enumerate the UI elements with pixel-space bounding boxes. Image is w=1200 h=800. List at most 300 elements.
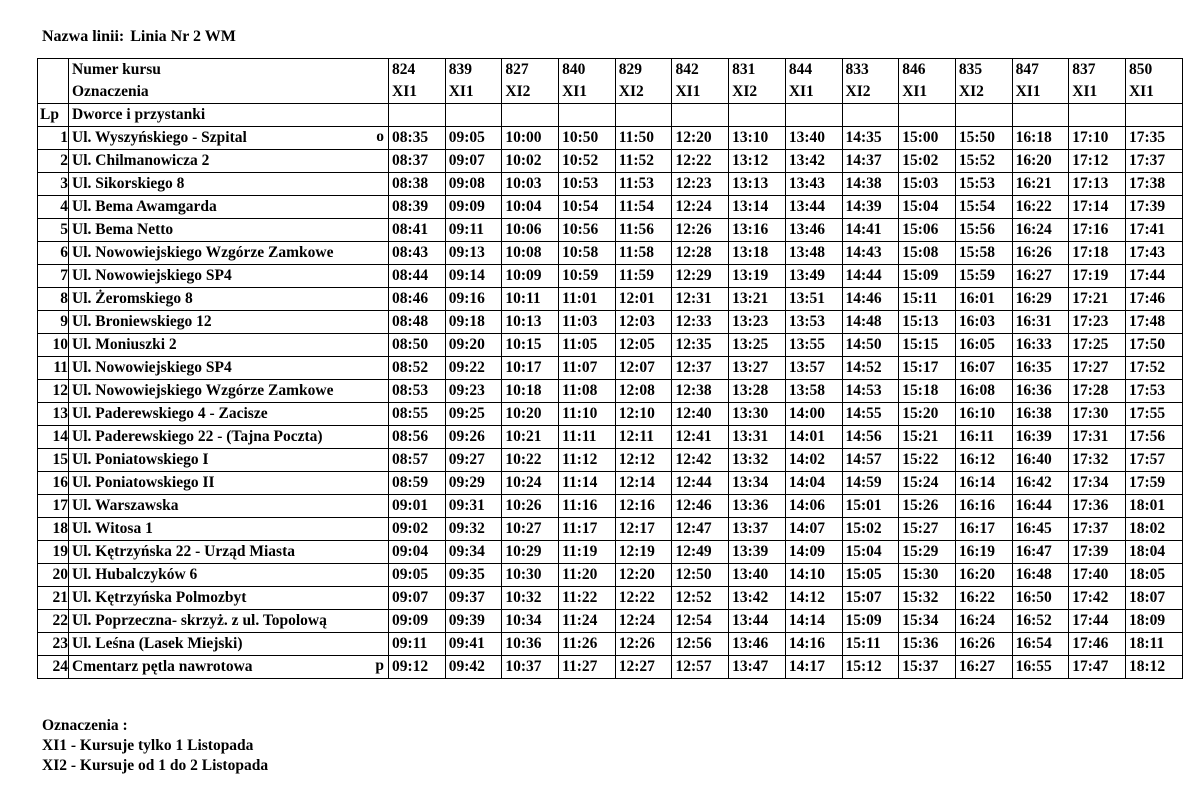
departure-time: 12:24 [615,610,672,633]
departure-time: 14:48 [842,311,899,334]
departure-time: 12:27 [615,656,672,679]
table-row [38,656,1183,679]
departure-time: 09:20 [445,334,502,357]
departure-time: 15:09 [899,265,956,288]
departure-time: 17:31 [1069,426,1126,449]
departure-time: 13:25 [729,334,786,357]
departure-time: 13:28 [729,380,786,403]
departure-time: 10:08 [502,242,559,265]
departure-time: 13:58 [785,380,842,403]
departure-time: 12:44 [672,472,729,495]
departure-time: 14:57 [842,449,899,472]
stops-header-empty-cell [899,104,956,127]
departure-time: 16:31 [1012,311,1069,334]
departure-time: 17:55 [1125,403,1182,426]
departure-time: 17:38 [1125,173,1182,196]
departure-time: 09:13 [445,242,502,265]
course-number: 824 [389,59,446,82]
stop-number: 9 [38,311,69,334]
departure-time: 17:41 [1125,219,1182,242]
departure-time: 12:38 [672,380,729,403]
departure-time: 14:44 [842,265,899,288]
stops-header-empty-cell [1012,104,1069,127]
course-marking: XI1 [785,81,842,104]
course-number: 835 [955,59,1012,82]
stop-cell [69,495,389,518]
departure-time: 14:10 [785,564,842,587]
departure-time: 13:44 [729,610,786,633]
stop-number: 8 [38,288,69,311]
departure-time: 16:33 [1012,334,1069,357]
departure-time: 15:05 [842,564,899,587]
departure-time: 15:11 [842,633,899,656]
departure-time: 13:53 [785,311,842,334]
departure-time: 15:21 [899,426,956,449]
table-row [38,449,1183,472]
departure-time: 14:02 [785,449,842,472]
departure-time: 09:32 [445,518,502,541]
departure-time: 16:29 [1012,288,1069,311]
departure-time: 13:31 [729,426,786,449]
stops-header-empty-cell [785,104,842,127]
departure-time: 17:44 [1069,610,1126,633]
departure-time: 17:13 [1069,173,1126,196]
course-number: 846 [899,59,956,82]
departure-time: 17:44 [1125,265,1182,288]
table-row [38,265,1183,288]
table-row [38,196,1183,219]
line-name-value: Linia Nr 2 WM [130,28,236,45]
departure-time: 15:09 [842,610,899,633]
departure-time: 10:18 [502,380,559,403]
departure-time: 12:11 [615,426,672,449]
departure-time: 09:05 [445,127,502,150]
departure-time: 15:08 [899,242,956,265]
departure-time: 12:35 [672,334,729,357]
stop-cell [69,219,389,242]
departure-time: 12:52 [672,587,729,610]
course-number: 831 [729,59,786,82]
departure-time: 12:07 [615,357,672,380]
stop-cell [69,265,389,288]
departure-time: 14:50 [842,334,899,357]
departure-time: 12:49 [672,541,729,564]
table-row [38,219,1183,242]
stops-header-empty-cell [445,104,502,127]
departure-time: 15:04 [899,196,956,219]
departure-time: 17:32 [1069,449,1126,472]
stop-number: 11 [38,357,69,380]
legend [42,716,268,776]
stop-number: 4 [38,196,69,219]
departure-time: 12:03 [615,311,672,334]
departure-time: 08:55 [389,403,446,426]
stop-cell [69,196,389,219]
stop-name: Ul. Broniewskiego 12 [72,313,212,330]
lp-header: Lp [38,104,69,127]
line-name-heading [42,28,236,46]
departure-time: 16:42 [1012,472,1069,495]
departure-time: 16:48 [1012,564,1069,587]
course-number: 844 [785,59,842,82]
departure-time: 16:19 [955,541,1012,564]
stop-name: Ul. Witosa 1 [72,520,153,537]
stop-name: Ul. Hubalczyków 6 [72,566,198,583]
course-marking: XI2 [955,81,1012,104]
departure-time: 13:48 [785,242,842,265]
departure-time: 12:56 [672,633,729,656]
departure-time: 15:30 [899,564,956,587]
stop-number: 17 [38,495,69,518]
stop-number: 10 [38,334,69,357]
departure-time: 08:44 [389,265,446,288]
stop-name: Ul. Poniatowskiego II [72,474,215,491]
departure-time: 12:22 [615,587,672,610]
departure-time: 16:27 [1012,265,1069,288]
departure-time: 16:26 [955,633,1012,656]
course-marking: XI2 [729,81,786,104]
departure-time: 13:51 [785,288,842,311]
departure-time: 12:54 [672,610,729,633]
departure-time: 10:58 [559,242,616,265]
departure-time: 09:07 [389,587,446,610]
table-row [38,518,1183,541]
stop-name: Ul. Paderewskiego 22 - (Tajna Poczta) [72,428,323,445]
departure-time: 17:19 [1069,265,1126,288]
departure-time: 17:30 [1069,403,1126,426]
departure-time: 09:35 [445,564,502,587]
departure-time: 12:14 [615,472,672,495]
departure-time: 10:53 [559,173,616,196]
departure-time: 18:04 [1125,541,1182,564]
departure-time: 16:10 [955,403,1012,426]
departure-time: 12:05 [615,334,672,357]
departure-time: 12:42 [672,449,729,472]
departure-time: 13:34 [729,472,786,495]
departure-time: 13:30 [729,403,786,426]
legend-title: Oznaczenia : [42,717,128,734]
table-row [38,403,1183,426]
departure-time: 17:42 [1069,587,1126,610]
stop-number: 22 [38,610,69,633]
course-number: 829 [615,59,672,82]
stop-cell [69,357,389,380]
departure-time: 10:24 [502,472,559,495]
departure-time: 17:34 [1069,472,1126,495]
departure-time: 15:18 [899,380,956,403]
departure-time: 15:04 [842,541,899,564]
departure-time: 16:22 [1012,196,1069,219]
departure-time: 09:08 [445,173,502,196]
stop-number: 24 [38,656,69,679]
departure-time: 09:05 [389,564,446,587]
course-marking: XI1 [389,81,446,104]
departure-time: 13:27 [729,357,786,380]
departure-time: 09:12 [389,656,446,679]
table-row [38,311,1183,334]
departure-time: 15:02 [842,518,899,541]
table-row [38,633,1183,656]
departure-time: 13:40 [785,127,842,150]
departure-time: 12:23 [672,173,729,196]
departure-time: 17:37 [1069,518,1126,541]
stops-header-empty-cell [729,104,786,127]
departure-time: 08:46 [389,288,446,311]
departure-time: 14:09 [785,541,842,564]
stop-name: Ul. Leśna (Lasek Miejski) [72,635,243,652]
departure-time: 16:55 [1012,656,1069,679]
departure-time: 12:19 [615,541,672,564]
legend-item: XI2 - Kursuje od 1 do 2 Listopada [42,757,269,774]
departure-time: 17:57 [1125,449,1182,472]
departure-time: 16:24 [955,610,1012,633]
header-blank-cell [38,59,69,82]
course-marking: XI1 [1012,81,1069,104]
departure-time: 12:24 [672,196,729,219]
departure-time: 13:57 [785,357,842,380]
departure-time: 09:04 [389,541,446,564]
departure-time: 08:41 [389,219,446,242]
departure-time: 12:20 [615,564,672,587]
departure-time: 11:22 [559,587,616,610]
departure-time: 09:42 [445,656,502,679]
departure-time: 15:36 [899,633,956,656]
stop-number: 16 [38,472,69,495]
stop-cell [69,449,389,472]
departure-time: 08:48 [389,311,446,334]
departure-time: 11:52 [615,150,672,173]
departure-time: 12:01 [615,288,672,311]
departure-time: 18:02 [1125,518,1182,541]
stop-cell [69,426,389,449]
departure-time: 12:12 [615,449,672,472]
stop-name: Ul. Nowowiejskiego Wzgórze Zamkowe [72,244,334,261]
departure-time: 14:46 [842,288,899,311]
departure-time: 16:45 [1012,518,1069,541]
course-marking: XI1 [559,81,616,104]
departure-time: 13:23 [729,311,786,334]
departure-time: 14:01 [785,426,842,449]
table-row [38,288,1183,311]
stop-cell [69,472,389,495]
departure-time: 09:34 [445,541,502,564]
departure-time: 16:17 [955,518,1012,541]
departure-time: 10:54 [559,196,616,219]
stop-number: 12 [38,380,69,403]
stops-header-empty-cell [672,104,729,127]
departure-time: 09:09 [445,196,502,219]
departure-time: 10:37 [502,656,559,679]
stop-name: Ul. Kętrzyńska Polmozbyt [72,589,247,606]
stop-cell [69,334,389,357]
departure-time: 13:13 [729,173,786,196]
stop-number: 18 [38,518,69,541]
stops-header-empty-cell [842,104,899,127]
departure-time: 11:10 [559,403,616,426]
course-number: 827 [502,59,559,82]
stop-cell [69,518,389,541]
departure-time: 14:07 [785,518,842,541]
stop-name: Ul. Poprzeczna- skrzyż. z ul. Topolową [72,612,327,629]
departure-time: 15:37 [899,656,956,679]
departure-time: 16:26 [1012,242,1069,265]
departure-time: 12:16 [615,495,672,518]
departure-time: 15:07 [842,587,899,610]
stop-number: 1 [38,127,69,150]
departure-time: 16:16 [955,495,1012,518]
departure-time: 18:01 [1125,495,1182,518]
departure-time: 08:35 [389,127,446,150]
departure-time: 18:07 [1125,587,1182,610]
stop-name: Ul. Kętrzyńska 22 - Urząd Miasta [72,543,295,560]
departure-time: 17:59 [1125,472,1182,495]
course-number: 842 [672,59,729,82]
departure-time: 10:36 [502,633,559,656]
stop-cell [69,173,389,196]
departure-time: 13:46 [785,219,842,242]
departure-time: 10:56 [559,219,616,242]
stop-cell [69,610,389,633]
departure-time: 11:54 [615,196,672,219]
departure-time: 17:10 [1069,127,1126,150]
departure-time: 17:48 [1125,311,1182,334]
departure-time: 09:11 [389,633,446,656]
stop-number: 23 [38,633,69,656]
departure-time: 14:55 [842,403,899,426]
departure-time: 16:08 [955,380,1012,403]
departure-time: 17:21 [1069,288,1126,311]
departure-time: 14:17 [785,656,842,679]
stop-cell [69,656,389,679]
departure-time: 16:01 [955,288,1012,311]
departure-time: 14:56 [842,426,899,449]
departure-time: 09:23 [445,380,502,403]
stop-name: Ul. Nowowiejskiego Wzgórze Zamkowe [72,382,334,399]
stops-header: Dworce i przystanki [69,104,389,127]
stop-number: 15 [38,449,69,472]
departure-time: 10:09 [502,265,559,288]
stop-number: 21 [38,587,69,610]
stop-name: Ul. Chilmanowicza 2 [72,152,210,169]
departure-time: 10:30 [502,564,559,587]
departure-time: 13:16 [729,219,786,242]
course-number: 840 [559,59,616,82]
stop-name: Ul. Wyszyńskiego - Szpital [72,129,247,146]
departure-time: 08:50 [389,334,446,357]
departure-time: 12:46 [672,495,729,518]
departure-time: 08:56 [389,426,446,449]
departure-time: 08:52 [389,357,446,380]
departure-time: 17:47 [1069,656,1126,679]
departure-time: 13:47 [729,656,786,679]
departure-time: 16:07 [955,357,1012,380]
departure-time: 17:28 [1069,380,1126,403]
departure-time: 11:14 [559,472,616,495]
course-number-label: Numer kursu [69,59,389,82]
markings-label: Oznaczenia [69,81,389,104]
departure-time: 15:59 [955,265,1012,288]
departure-time: 16:54 [1012,633,1069,656]
departure-time: 17:53 [1125,380,1182,403]
departure-time: 14:38 [842,173,899,196]
departure-time: 17:12 [1069,150,1126,173]
departure-time: 17:14 [1069,196,1126,219]
stop-name: Ul. Żeromskiego 8 [72,290,193,307]
departure-time: 12:47 [672,518,729,541]
departure-time: 12:08 [615,380,672,403]
departure-time: 11:19 [559,541,616,564]
departure-time: 15:50 [955,127,1012,150]
departure-time: 15:22 [899,449,956,472]
departure-time: 09:29 [445,472,502,495]
departure-time: 11:58 [615,242,672,265]
departure-time: 16:20 [955,564,1012,587]
stop-cell [69,380,389,403]
departure-time: 11:03 [559,311,616,334]
departure-time: 10:11 [502,288,559,311]
departure-time: 14:00 [785,403,842,426]
departure-time: 14:06 [785,495,842,518]
departure-time: 15:17 [899,357,956,380]
stops-header-empty-cell [502,104,559,127]
table-row [38,127,1183,150]
departure-time: 11:24 [559,610,616,633]
departure-time: 12:41 [672,426,729,449]
table-row [38,472,1183,495]
course-marking: XI2 [502,81,559,104]
stop-cell [69,633,389,656]
departure-time: 11:07 [559,357,616,380]
departure-time: 10:22 [502,449,559,472]
departure-time: 13:49 [785,265,842,288]
departure-time: 13:55 [785,334,842,357]
departure-time: 12:26 [672,219,729,242]
stop-number: 7 [38,265,69,288]
departure-time: 17:50 [1125,334,1182,357]
departure-time: 13:19 [729,265,786,288]
departure-time: 15:52 [955,150,1012,173]
departure-time: 14:04 [785,472,842,495]
departure-time: 14:37 [842,150,899,173]
departure-time: 15:13 [899,311,956,334]
stops-header-empty-cell [615,104,672,127]
departure-time: 15:29 [899,541,956,564]
timetable [37,58,1183,679]
stops-header-empty-cell [389,104,446,127]
departure-time: 10:59 [559,265,616,288]
departure-time: 11:01 [559,288,616,311]
table-row [38,150,1183,173]
departure-time: 13:40 [729,564,786,587]
stop-name: Ul. Bema Netto [72,221,174,238]
departure-time: 15:01 [842,495,899,518]
departure-time: 09:01 [389,495,446,518]
departure-time: 09:31 [445,495,502,518]
stop-cell [69,403,389,426]
departure-time: 10:50 [559,127,616,150]
departure-time: 15:53 [955,173,1012,196]
course-marking: XI2 [842,81,899,104]
departure-time: 13:42 [729,587,786,610]
departure-time: 10:00 [502,127,559,150]
departure-time: 14:52 [842,357,899,380]
stop-number: 20 [38,564,69,587]
departure-time: 12:10 [615,403,672,426]
departure-time: 16:38 [1012,403,1069,426]
stop-name: Ul. Sikorskiego 8 [72,175,185,192]
stop-name: Ul. Moniuszki 2 [72,336,177,353]
departure-time: 18:12 [1125,656,1182,679]
